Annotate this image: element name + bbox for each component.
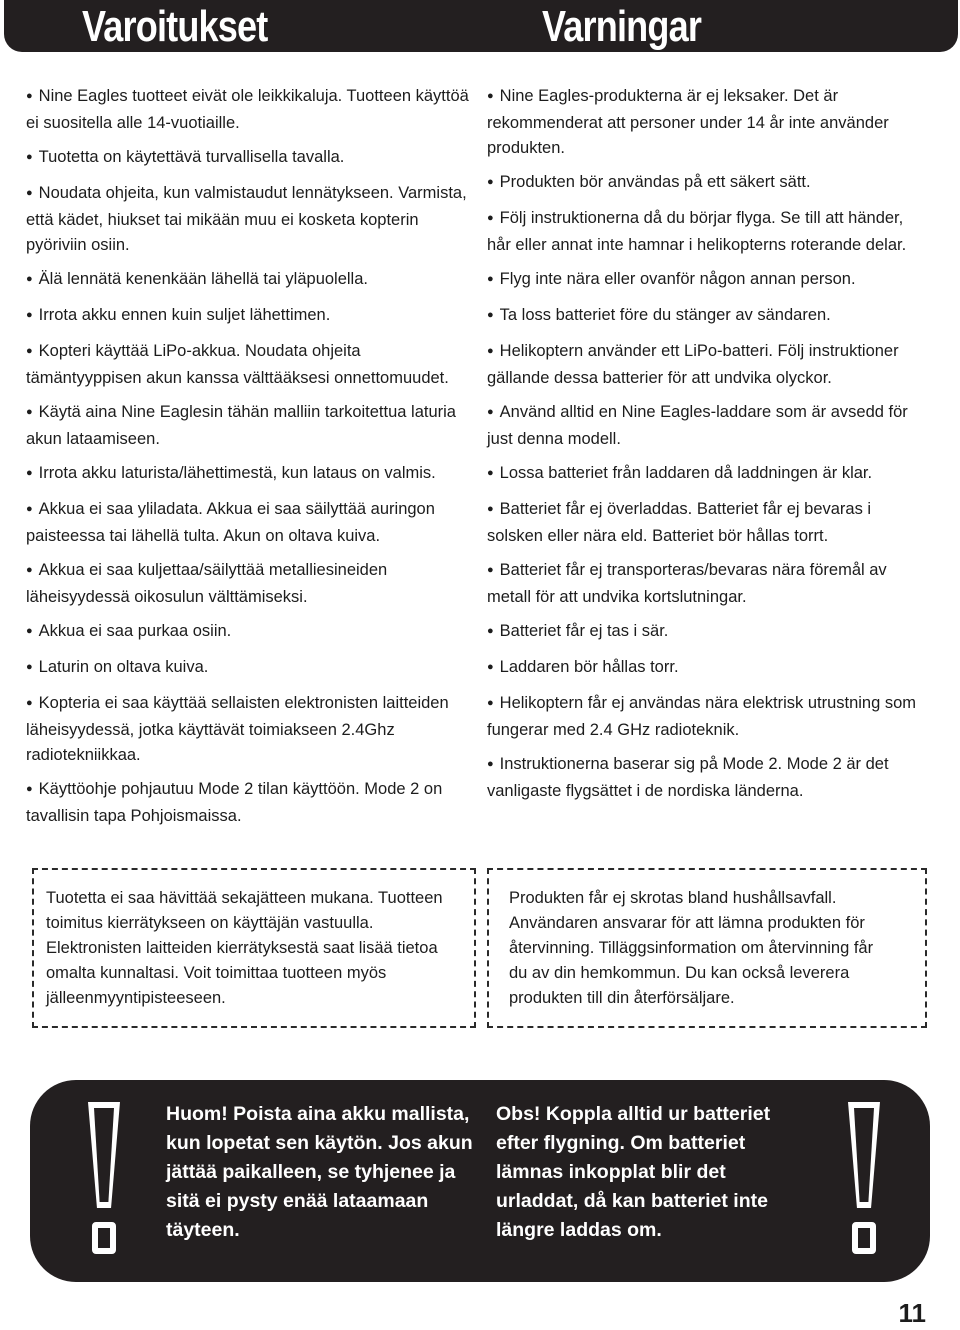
exclamation-icon <box>88 1102 126 1260</box>
list-item: ● Flyg inte nära eller ovanför någon annan person. <box>487 267 927 294</box>
list-item: ● Akkua ei saa purkaa osiin. <box>26 619 474 646</box>
list-item: ● Batteriet får ej överladdas. Batteriet får ej bevaras i solsken eller nära eld. Batteriet bör hållas torrt. <box>487 497 927 549</box>
recycling-notice-text: Tuotetta ei saa hävittää sekajätteen mukana. Tuotteen toimitus kierrätykseen on käyttäjän vastuulla. Elektronisten laitteiden kierrätyksestä saat lisää tietoa omalta kunnaltasi. Voit toimittaa tuotteen myös jälleenmyyntipisteeseen. <box>46 889 443 1007</box>
list-item: ● Irrota akku ennen kuin suljet lähettimen. <box>26 303 474 330</box>
list-item: ● Nine Eagles tuotteet eivät ole leikkikaluja. Tuotteen käyttöä ei suositella alle 14-vuotiaille. <box>26 84 474 136</box>
list-item: ● Lossa batteriet från laddaren då laddningen är klar. <box>487 461 927 488</box>
list-item: ● Ta loss batteriet före du stänger av sändaren. <box>487 303 927 330</box>
list-item: ● Käyttöohje pohjautuu Mode 2 tilan käyttöön. Mode 2 on tavallisin tapa Pohjoismaissa. <box>26 777 474 829</box>
list-item: ● Kopteria ei saa käyttää sellaisten elektronisten laitteiden läheisyydessä, jotka käyttävät toimiakseen 2.4Ghz radiotekniikkaa. <box>26 691 474 768</box>
recycling-notice-finnish <box>32 868 476 1028</box>
list-item: ● Batteriet får ej tas i sär. <box>487 619 927 646</box>
list-item: ● Irrota akku laturista/lähettimestä, kun lataus on valmis. <box>26 461 474 488</box>
header-bar <box>4 0 958 52</box>
list-item: ● Följ instruktionerna då du börjar flyga. Se till att händer, hår eller annat inte hamnar i helikopterns roterande delar. <box>487 206 927 258</box>
battery-warning-bar <box>30 1080 930 1282</box>
list-item: ● Älä lennätä kenenkään lähellä tai yläpuolella. <box>26 267 474 294</box>
list-item: ● Produkten bör användas på ett säkert sätt. <box>487 170 927 197</box>
title-finnish: Varoitukset <box>82 2 268 51</box>
title-swedish: Varningar <box>542 2 702 51</box>
list-item: ● Instruktionerna baserar sig på Mode 2. Mode 2 är det vanligaste flygsättet i de nordiska länderna. <box>487 752 927 804</box>
page-number: 11 <box>898 1298 926 1328</box>
list-item: ● Helikoptern får ej användas nära elektrisk utrustning som fungerar med 2.4 GHz radioteknik. <box>487 691 927 743</box>
exclamation-icon <box>848 1102 886 1260</box>
battery-warning-finnish: Huom! Poista aina akku mallista, kun lopetat sen käytön. Jos akun jättää paikalleen, se tyhjenee ja sitä ei pysty enää lataamaan täyteen. <box>166 1103 473 1241</box>
list-item: ● Laturin on oltava kuiva. <box>26 655 474 682</box>
battery-warning-swedish: Obs! Koppla alltid ur batteriet efter flygning. Om batteriet lämnas inkopplat blir det urladdat, då kan batteriet inte längre laddas om. <box>496 1103 771 1241</box>
list-item: ● Akkua ei saa kuljettaa/säilyttää metalliesineiden läheisyydessä oikosulun välttämiseksi. <box>26 558 474 610</box>
swedish-warnings-column <box>487 84 927 813</box>
list-item: ● Helikoptern använder ett LiPo-batteri. Följ instruktioner gällande dessa batterier för att undvika olyckor. <box>487 339 927 391</box>
swedish-warnings-list <box>487 84 927 804</box>
list-item: ● Käytä aina Nine Eaglesin tähän malliin tarkoitettua laturia akun lataamiseen. <box>26 400 474 452</box>
list-item: ● Laddaren bör hållas torr. <box>487 655 927 682</box>
list-item: ● Noudata ohjeita, kun valmistaudut lennätykseen. Varmista, että kädet, hiukset tai mikään muu ei kosketa kopterin pyöriviin osiin. <box>26 181 474 258</box>
recycling-notice-swedish <box>487 868 927 1028</box>
list-item: ● Batteriet får ej transporteras/bevaras nära föremål av metall för att undvika kortslutningar. <box>487 558 927 610</box>
recycling-notice-text: Produkten får ej skrotas bland hushållsavfall. Användaren ansvarar för att lämna produkten för återvinning. Tilläggsinformation om återvinning får du av din hemkommun. Du kan också leverera produkten till din återförsäljare. <box>509 889 874 1007</box>
list-item: ● Tuotetta on käytettävä turvallisella tavalla. <box>26 145 474 172</box>
list-item: ● Använd alltid en Nine Eagles-laddare som är avsedd för just denna modell. <box>487 400 927 452</box>
list-item: ● Nine Eagles-produkterna är ej leksaker. Det är rekommenderat att personer under 14 år inte använder produkten. <box>487 84 927 161</box>
list-item: ● Kopteri käyttää LiPo-akkua. Noudata ohjeita tämäntyyppisen akun kanssa välttääksesi onnettomuudet. <box>26 339 474 391</box>
finnish-warnings-column <box>26 84 474 838</box>
list-item: ● Akkua ei saa yliladata. Akkua ei saa säilyttää auringon paisteessa tai lähellä tulta. Akun on oltava kuiva. <box>26 497 474 549</box>
finnish-warnings-list <box>26 84 474 829</box>
